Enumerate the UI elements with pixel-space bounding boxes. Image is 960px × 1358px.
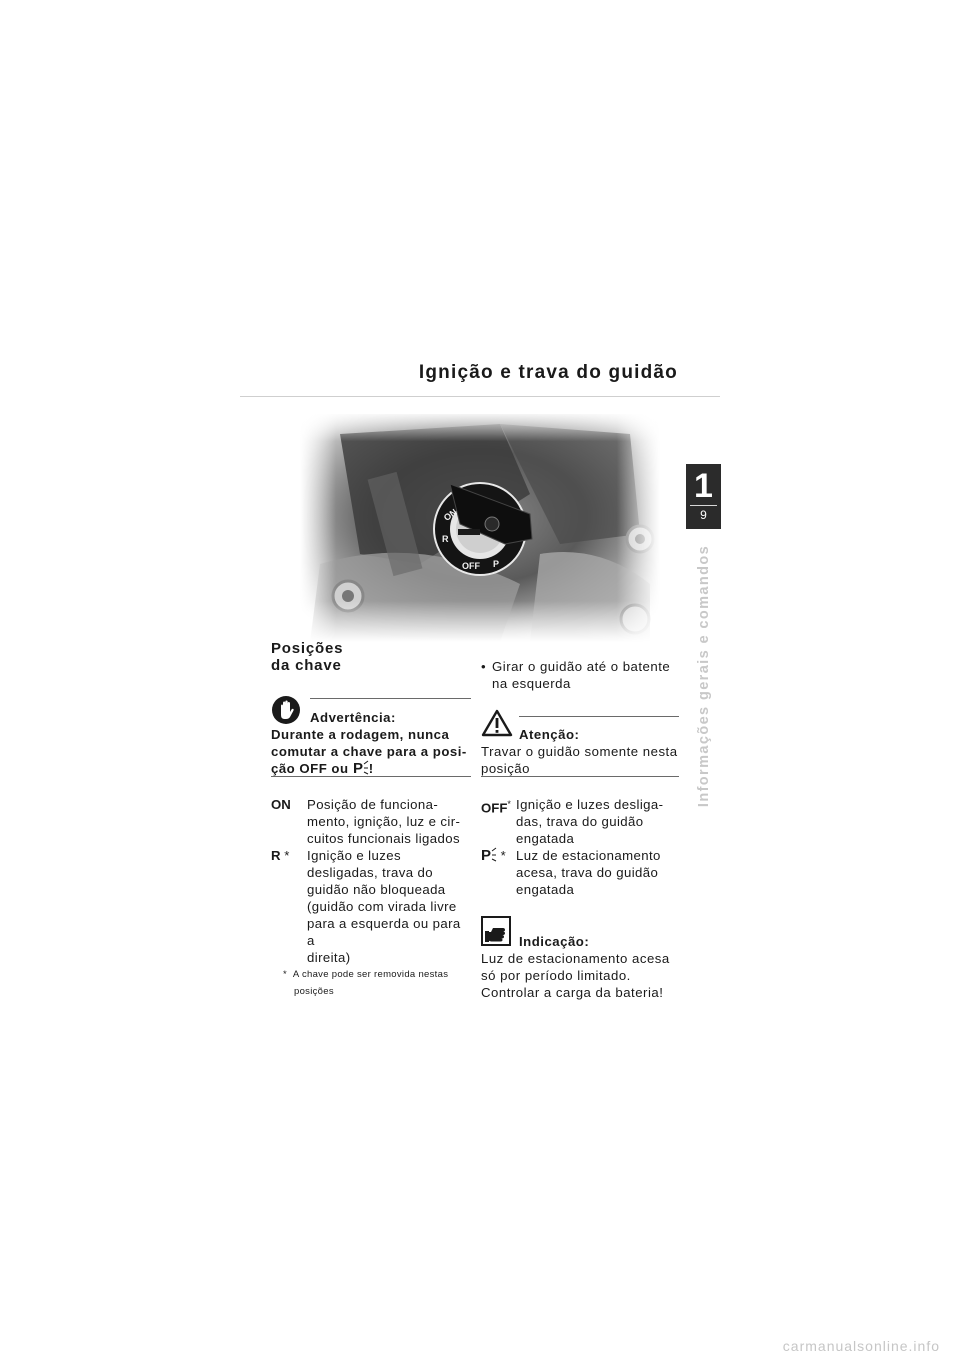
warning-top-rule (310, 698, 471, 699)
svg-text:P: P (352, 760, 364, 775)
note-title: Indicação: (519, 934, 590, 949)
warning-hand-icon (271, 695, 301, 725)
chapter-number: 1 (694, 467, 713, 505)
position-term-off: OFF* (481, 799, 511, 816)
parking-light-icon (481, 847, 497, 862)
watermark: carmanualsonline.info (782, 1338, 940, 1354)
warning-text (271, 726, 476, 777)
section-heading-line-1: Posições (271, 640, 344, 657)
warning-line-1: Durante a rodagem, nunca (271, 727, 450, 742)
parking-light-icon (353, 760, 369, 775)
position-term-on: ON (271, 797, 291, 812)
warning-line-2: comutar a chave para a posi- (271, 744, 467, 759)
warning-title: Advertência: (310, 710, 396, 725)
attention-text: Travar o guidão somente nesta posição (481, 744, 678, 776)
ignition-lock-photo (300, 414, 660, 642)
chapter-side-label: Informações gerais e comandos (696, 544, 712, 808)
section-heading-line-2: da chave (271, 657, 342, 674)
attention-bottom-rule (481, 776, 679, 777)
bullet-text: Girar o guidão até o batente na esquerda (492, 659, 671, 691)
title-divider (240, 396, 720, 397)
attention-triangle-icon (481, 709, 513, 737)
svg-text:P: P (481, 847, 492, 862)
position-desc-off: Ignição e luzes desliga- das, trava do guidão engatada (516, 797, 664, 846)
position-desc-r: Ignição e luzes desligadas, trava do guidão não bloqueada (guidão com virada livre para a esquerda ou para a direita) (307, 848, 461, 965)
attention-top-rule (519, 716, 679, 717)
position-desc-parking: Luz de estacionamento acesa, trava do guidão engatada (516, 848, 661, 897)
note-hand-icon (481, 916, 511, 946)
note-text: Luz de estacionamento acesa só por período limitado. Controlar a carga da bateria! (481, 951, 670, 1000)
section-heading (271, 640, 343, 674)
attention-title: Atenção: (519, 727, 580, 742)
bullet-mark: • (481, 659, 487, 674)
page-title: Ignição e trava do guidão (418, 362, 678, 383)
position-term-parking: P * (481, 847, 506, 863)
page-number: 9 (700, 508, 707, 522)
footnote: * A chave pode ser removida nestas posições (283, 969, 449, 997)
chapter-tab-divider (690, 505, 717, 506)
position-desc-on: Posição de funciona- mento, ignição, luz e cir- cuitos funcionais ligados (307, 797, 461, 846)
warning-line-3: ção OFF ou P ! (271, 760, 374, 776)
position-term-r: R * (271, 848, 290, 863)
warning-bottom-rule (271, 776, 471, 777)
